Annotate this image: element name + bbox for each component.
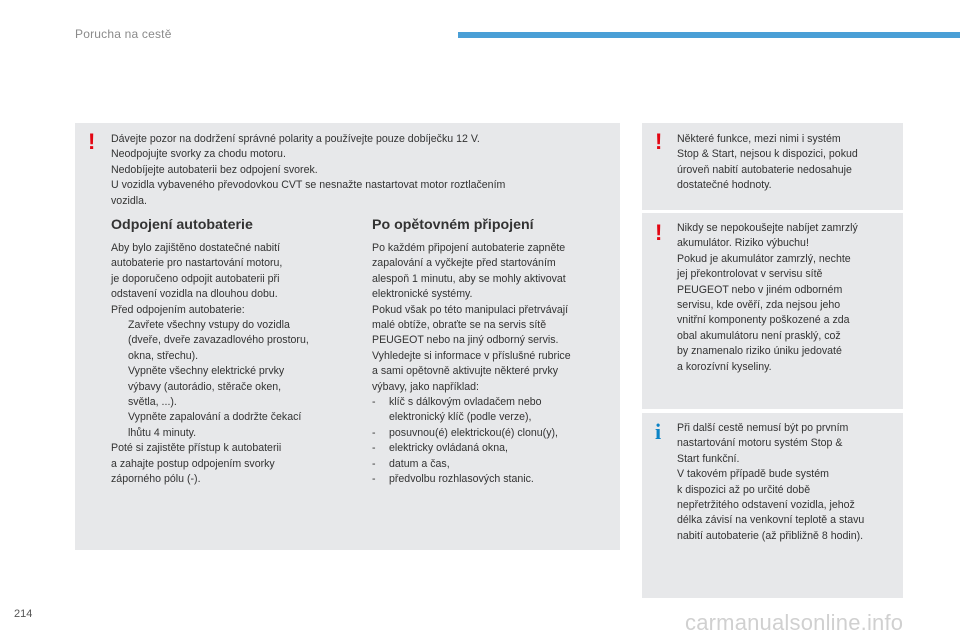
dash-marker: - — [372, 457, 376, 470]
main-warning-text: Dávejte pozor na dodržení správné polarity a používejte pouze dobíječku 12 V. Neodpojujte svorky za chodu motoru. Nedobíjejte autobaterii bez odpojení svorek. U vozidla vybaveného převodovkou CVT se nesnažte nastartovat motor roztlačením vozidla. — [111, 133, 506, 207]
item-text: klíč s dálkovým ovladačem nebo elektronický klíč (podle verze), — [389, 396, 542, 424]
item-text: posuvnou(é) elektrickou(é) clonu(y), — [389, 426, 558, 439]
watermark: carmanualsonline.info — [685, 610, 904, 635]
info-icon: i — [655, 419, 662, 444]
item-text: předvolbu rozhlasových stanic. — [389, 473, 534, 486]
header-accent-bar — [458, 32, 960, 38]
reconnect-dash-list — [372, 395, 617, 487]
item-text: datum a čas, — [389, 457, 450, 470]
list-item — [111, 410, 361, 441]
section-title-reconnect: Po opětovném připojení — [372, 217, 534, 233]
dash-marker: - — [372, 473, 376, 486]
bullet-text: Vypněte všechny elektrické prvky výbavy (autorádio, stěrače oken, světla, ...). — [128, 365, 285, 409]
exclamation-icon: ! — [655, 129, 663, 154]
bullet-text: Zavřete všechny vstupy do vozidla (dveře, dveře zavazadlového prostoru, okna, střechu). — [128, 319, 309, 362]
dash-marker: - — [372, 396, 376, 409]
item-text: elektricky ovládaná okna, — [389, 442, 508, 455]
list-item — [372, 441, 617, 456]
disconnect-outro: Poté si zajistěte přístup k autobaterii a zahajte postup odpojením svorky záporného pólu (-). — [111, 442, 282, 486]
list-item — [111, 318, 361, 364]
exclamation-icon: ! — [655, 220, 663, 245]
reconnect-intro: Po každém připojení autobaterie zapněte zapalování a vyčkejte před startováním alespoň 1 minutu, aby se mohly aktivovat elektronické systémy. Pokud však po této manipulaci přetrvávají malé obtíže, obraťte se na servis sítě PEUGEOT nebo na jiný odborný servis. Vyhledejte si informace v příslušné rubrice a sami opětovně aktivujte některé prvky výbavy, jako například: — [372, 242, 571, 393]
side-info-text: Při další cestě nemusí být po prvním nastartování motoru systém Stop & Start funkční. V takovém případě bude systém k dispozici až po určité době nepřetržitého odstavení vozidla, jehož délka závisí na venkovní teplotě a stavu nabití autobaterie (až přibližně 8 hodin). — [677, 422, 865, 542]
page-header-title: Porucha na cestě — [75, 27, 172, 41]
disconnect-bullet-list — [111, 318, 361, 441]
bullet-text: Vypněte zapalování a dodržte čekací lhůtu 4 minuty. — [128, 411, 302, 439]
side-warning-1-text: Některé funkce, mezi nimi i systém Stop & Start, nejsou k dispozici, pokud úroveň nabití autobaterie nedosahuje dostatečné hodnoty. — [677, 133, 858, 192]
section-reconnect-body — [372, 241, 617, 488]
list-item — [111, 364, 361, 410]
list-item — [372, 395, 617, 426]
page-number: 214 — [14, 608, 33, 620]
list-item — [372, 457, 617, 472]
side-warning-2-text: Nikdy se nepokoušejte nabíjet zamrzlý akumulátor. Riziko výbuchu! Pokud je akumulátor zamrzlý, nechte jej překontrolovat v servisu sítě PEUGEOT nebo v jiném odborném servisu, kde ověří, zda nejsou jeho vnitřní komponenty poškozené a zda obal akumulátoru není prasklý, což by znamenalo riziko úniku jedovaté a korozívní kyseliny. — [677, 222, 858, 373]
section-title-disconnect: Odpojení autobaterie — [111, 217, 253, 233]
dash-marker: - — [372, 426, 376, 439]
dash-marker: - — [372, 442, 376, 455]
list-item — [372, 472, 617, 487]
exclamation-icon: ! — [88, 129, 96, 154]
section-disconnect-body — [111, 241, 361, 488]
list-item — [372, 426, 617, 441]
disconnect-intro: Aby bylo zajištěno dostatečné nabití autobaterie pro nastartování motoru, je doporučeno odpojit autobaterii při odstavení vozidla na dlouhou dobu. Před odpojením autobaterie: — [111, 242, 283, 316]
